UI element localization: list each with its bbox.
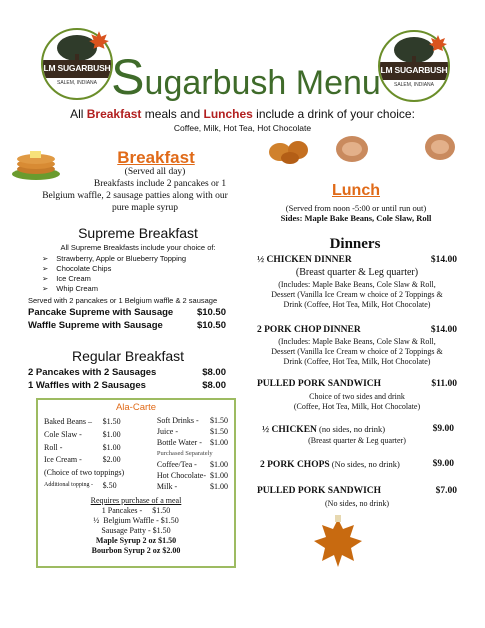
- menu-item: Pancake Supreme with Sausage $10.50: [28, 307, 226, 318]
- intro-line: All Breakfast meals and Lunches include a drink of your choice:: [70, 107, 415, 121]
- list-item: ➢ Whip Cream: [42, 284, 186, 294]
- dinners-heading: Dinners: [329, 236, 381, 252]
- alacarte-heading: Ala-Carte: [115, 402, 157, 413]
- alacarte-extra: Sausage Patty - $1.50: [101, 526, 171, 535]
- supreme-options: [42, 254, 186, 294]
- pork-chop-icon: [422, 130, 458, 164]
- lunch-sides: Sides: Maple Bake Beans, Cole Slaw, Roll: [280, 213, 432, 223]
- supreme-served: Served with 2 pancakes or 1 Belgium waffle & 2 sausage: [28, 296, 218, 305]
- list-item: ➢ Chocolate Chips: [42, 264, 186, 274]
- menu-item: PULLED PORK SANDWICH $11.00: [257, 379, 457, 389]
- list-item: ➢ Ice Cream: [42, 274, 186, 284]
- menu-item: 2 Pancakes with 2 Sausages $8.00: [28, 367, 226, 378]
- alacarte-requires: Requires purchase of a meal: [90, 496, 182, 505]
- menu-item-sub: (Breast quarter & Leg quarter): [295, 267, 419, 278]
- menu-item: 1 Waffles with 2 Sausages $8.00: [28, 380, 226, 391]
- breakfast-heading: Breakfast: [117, 148, 195, 167]
- alacarte-food: [44, 415, 124, 492]
- table-row: Baked Beans – $1.50: [44, 416, 121, 426]
- table-row: Purchased Separately: [156, 450, 213, 457]
- table-row: Hot Chocolate- $1.00: [156, 471, 228, 480]
- menu-item-includes: Drink (Coffee, Hot Tea, Milk, Hot Chocolate): [283, 300, 431, 309]
- breakfast-served: (Served all day): [124, 167, 186, 177]
- logo-location: SALEM, INDIANA: [56, 80, 97, 86]
- table-row: Juice - $1.50: [156, 427, 228, 436]
- table-row: Milk - $1.00: [156, 482, 228, 491]
- pork-chop-icon: [333, 132, 371, 166]
- menu-item-includes: Dessert (Vanilla Ice Cream w choice of 2 Toppings &: [271, 290, 443, 299]
- alacarte-drinks: [157, 415, 228, 492]
- pancake-stack-icon: [10, 141, 62, 181]
- menu-item-sub: Choice of two sides and drink: [309, 392, 405, 401]
- logo-location: SALEM, INDIANA: [393, 82, 434, 88]
- table-row: Ice Cream - $2.00: [44, 455, 121, 465]
- breakfast-desc-1: Breakfasts include 2 pancakes or 1: [93, 179, 227, 189]
- supreme-heading: Supreme Breakfast: [78, 225, 198, 241]
- menu-item-includes: (Includes: Maple Bake Beans, Cole Slaw & Roll,: [278, 280, 436, 289]
- menu-item: ½ CHICKEN DINNER $14.00: [257, 255, 457, 265]
- menu-item-includes: Dessert (Vanilla Ice Cream w choice of 2 Toppings &: [271, 347, 443, 356]
- maple-leaf-icon: [428, 34, 448, 54]
- alacarte-syrup: Maple Syrup 2 oz $1.50: [95, 536, 177, 545]
- table-row: (Choice of two toppings): [44, 468, 125, 478]
- supreme-intro: All Supreme Breakfasts include your choice of:: [60, 243, 216, 252]
- intro-drinks: Coffee, Milk, Hot Tea, Hot Chocolate: [173, 123, 312, 133]
- breakfast-desc-2: Belgium waffle, 2 sausage patties along with our: [42, 191, 228, 201]
- breakfast-desc-3: pure maple syrup: [112, 203, 178, 213]
- table-row: Coffee/Tea - $1.00: [156, 460, 228, 469]
- table-row: Bottle Water - $1.00: [156, 438, 228, 447]
- list-item: ➢ Strawberry, Apple or Blueberry Topping: [42, 254, 186, 264]
- menu-item-sub: (Coffee, Hot Tea, Milk, Hot Chocolate): [293, 402, 421, 411]
- lunch-served: (Served from noon -5:00 or until run out): [285, 203, 427, 213]
- menu-item: 2 PORK CHOP DINNER $14.00: [257, 325, 457, 335]
- alacarte-box: [36, 398, 236, 568]
- menu-item: PULLED PORK SANDWICH $7.00: [257, 486, 457, 496]
- menu-item: Waffle Supreme with Sausage $10.50: [28, 320, 226, 331]
- logo-brand: LM SUGARBUSH: [43, 63, 111, 73]
- maple-syrup-bottle-icon: [310, 515, 366, 571]
- alacarte-syrup: Bourbon Syrup 2 oz $2.00: [91, 546, 181, 555]
- regular-heading: Regular Breakfast: [71, 348, 185, 364]
- logo-brand: LM SUGARBUSH: [380, 65, 448, 75]
- menu-item-includes: Drink (Coffee, Hot Tea, Milk, Hot Chocolate): [283, 357, 431, 366]
- table-row: Soft Drinks - $1.50: [156, 416, 228, 425]
- table-row: Additional topping - $.50: [44, 481, 117, 491]
- page-title: Sugarbush Menu: [111, 49, 381, 105]
- menu-item: ½ CHICKEN (no sides, no drink) $9.00: [262, 424, 454, 435]
- menu-item: 2 PORK CHOPS (No sides, no drink) $9.00: [260, 459, 454, 470]
- table-row: Cole Slaw - $1.00: [44, 429, 121, 439]
- alacarte-extra: 1 Pancakes - $1.50: [101, 506, 171, 515]
- table-row: Roll - $1.00: [44, 442, 121, 452]
- menu-item-sub: (Breast quarter & Leg quarter): [308, 436, 406, 445]
- lunch-heading: Lunch: [332, 182, 380, 199]
- menu-item-sub: (No sides, no drink): [325, 499, 389, 508]
- menu-item-includes: (Includes: Maple Bake Beans, Cole Slaw & Roll,: [278, 337, 436, 346]
- alacarte-extra: ½ Belgium Waffle - $1.50: [93, 516, 179, 525]
- chicken-icon: [266, 136, 316, 166]
